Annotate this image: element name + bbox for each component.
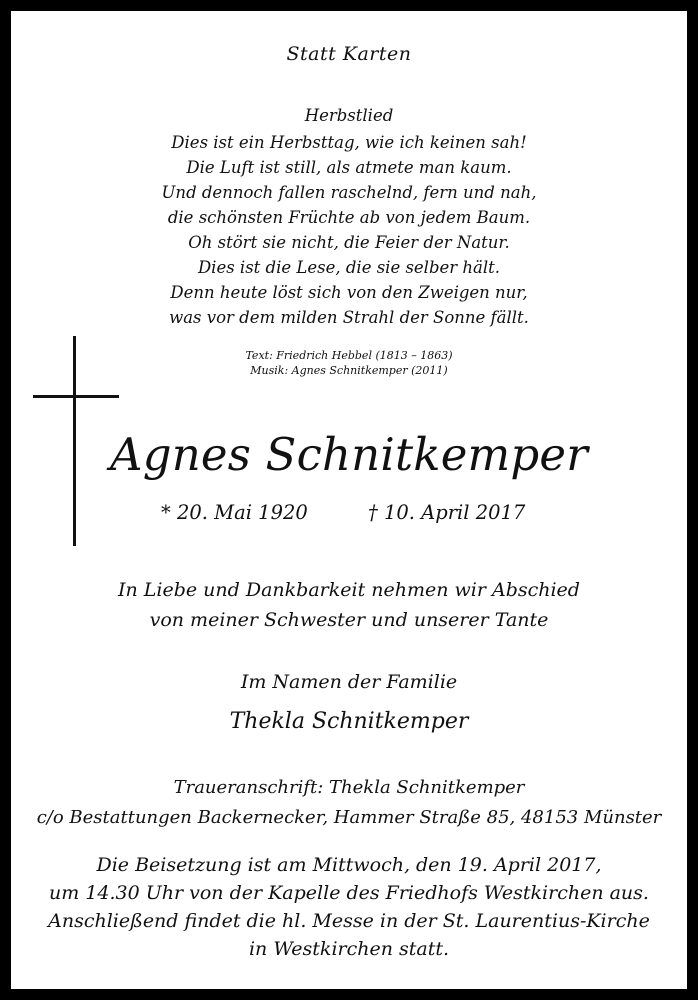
- poem-line: was vor dem milden Strahl der Sonne fällt.: [169, 308, 529, 327]
- birth-date: * 20. Mai 1920: [161, 501, 308, 524]
- poem-credit-music: Musik: Agnes Schnitkemper (2011): [250, 364, 448, 377]
- farewell-line: In Liebe und Dankbarkeit nehmen wir Abschied: [118, 579, 580, 601]
- poem-line: Oh stört sie nicht, die Feier der Natur.: [188, 233, 510, 252]
- poem-line: Die Luft ist still, als atmete man kaum.: [186, 158, 512, 177]
- poem-line: Dies ist die Lese, die sie selber hält.: [197, 258, 501, 277]
- farewell-line: von meiner Schwester und unserer Tante: [149, 609, 549, 631]
- address-line: c/o Bestattungen Backernecker, Hammer Straße 85, 48153 Münster: [36, 807, 662, 828]
- funeral-line: Anschließend findet die hl. Messe in der St. Laurentius-Kirche: [48, 910, 650, 932]
- funeral-line: um 14.30 Uhr von der Kapelle des Friedhofs Westkirchen aus.: [49, 882, 649, 904]
- deceased-name: Agnes Schnitkemper: [110, 428, 588, 481]
- poem-line: die schönsten Früchte ab von jedem Baum.: [167, 208, 531, 227]
- death-date: † 10. April 2017: [368, 501, 526, 524]
- family-signer-name: Thekla Schnitkemper: [229, 709, 469, 734]
- statt-karten-heading: Statt Karten: [286, 43, 412, 65]
- poem-credit-text: Text: Friedrich Hebbel (1813 – 1863): [245, 349, 453, 362]
- poem-line: Denn heute löst sich von den Zweigen nur,: [170, 283, 528, 302]
- funeral-line: Die Beisetzung ist am Mittwoch, den 19. April 2017,: [96, 854, 602, 876]
- poem-title: Herbstlied: [304, 106, 394, 125]
- life-dates: [11, 501, 687, 525]
- address-line: Traueranschrift: Thekla Schnitkemper: [173, 777, 525, 798]
- family-intro: Im Namen der Familie: [240, 671, 458, 693]
- funeral-line: in Westkirchen statt.: [248, 938, 450, 960]
- poem-line: Und dennoch fallen raschelnd, fern und nah,: [161, 183, 537, 202]
- poem-line: Dies ist ein Herbsttag, wie ich keinen sah!: [171, 133, 527, 152]
